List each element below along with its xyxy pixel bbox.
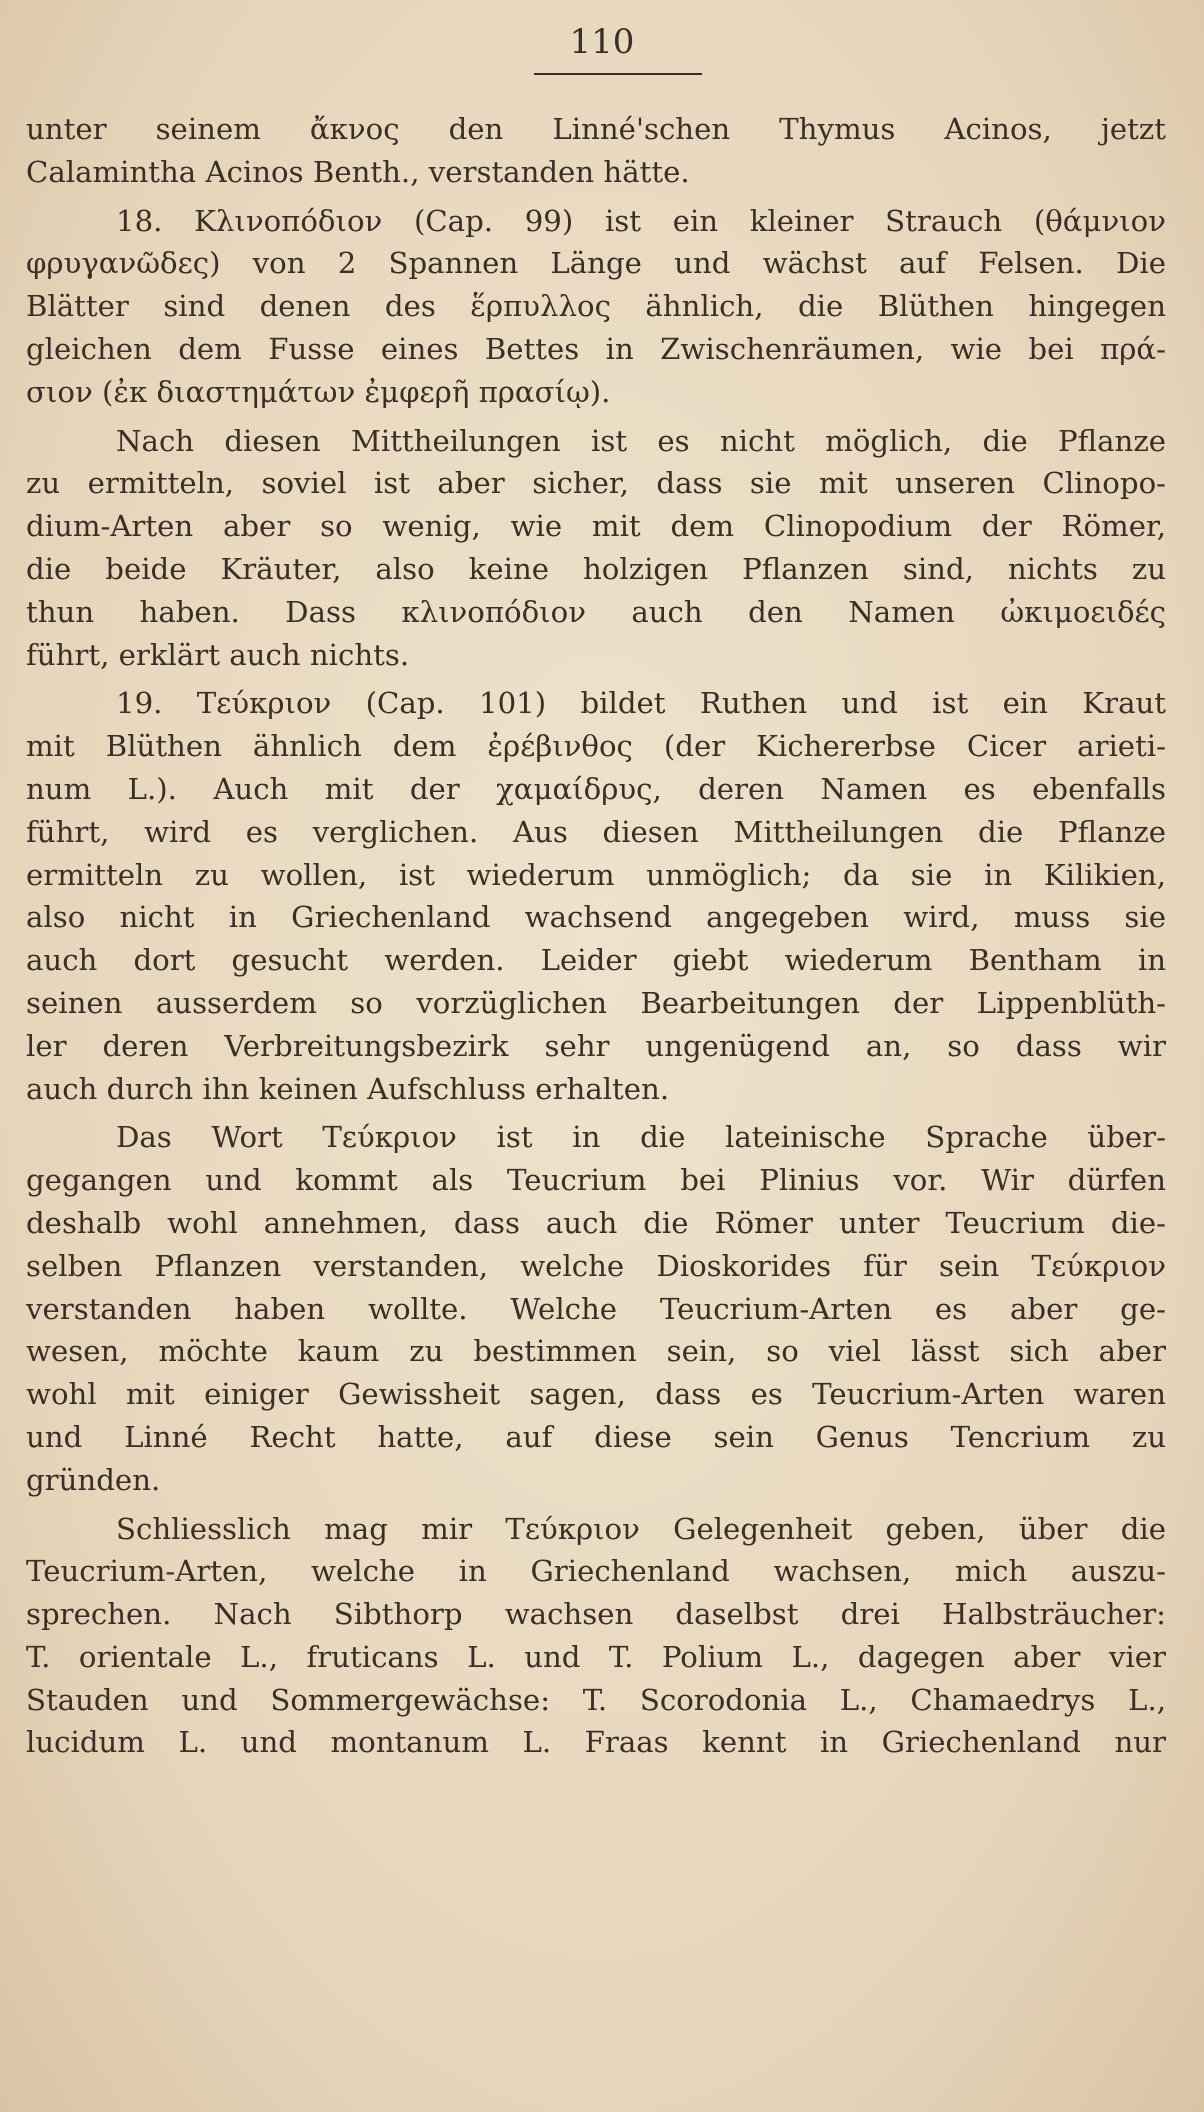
text-line: Das Wort Τεύκριον ist in die lateinische Sprache über- — [116, 1120, 1166, 1155]
text-line: T. orientale L., fruticans L. und T. Polium L., dagegen aber vier — [26, 1639, 1166, 1674]
text-line: zu ermitteln, soviel ist aber sicher, dass sie mit unseren Clinopo- — [26, 466, 1166, 501]
text-line: mit Blüthen ähnlich dem ἐρέβινθος (der Kichererbse Cicer arieti- — [26, 729, 1166, 764]
text-line: Calamintha Acinos Benth., verstanden hätte. — [26, 154, 690, 189]
text-line: gegangen und kommt als Teucrium bei Plinius vor. Wir dürfen — [26, 1163, 1166, 1198]
text-line: Stauden und Sommergewächse: T. Scorodonia L., Chamaedrys L., — [26, 1682, 1166, 1717]
text-line: num L.). Auch mit der χαμαίδρυς, deren Namen es ebenfalls — [26, 771, 1166, 806]
text-line: σιον (ἐκ διαστημάτων ἐμφερῆ πρασίῳ). — [26, 374, 611, 409]
text-line: wohl mit einiger Gewissheit sagen, dass es Teucrium-Arten waren — [26, 1377, 1166, 1412]
text-line: verstanden haben wollte. Welche Teucrium-Arten es aber ge- — [26, 1291, 1166, 1326]
text-line: 19. Τεύκριον (Cap. 101) bildet Ruthen und ist ein Kraut — [116, 686, 1166, 721]
text-line: führt, erklärt auch nichts. — [26, 637, 410, 672]
text-line: thun haben. Dass κλινοπόδιον auch den Namen ὠκιμοειδές — [26, 594, 1166, 629]
text-line: wesen, möchte kaum zu bestimmen sein, so viel lässt sich aber — [26, 1334, 1166, 1369]
text-line: Nach diesen Mittheilungen ist es nicht möglich, die Pflanze — [116, 423, 1166, 458]
text-line: die beide Kräuter, also keine holzigen Pflanzen sind, nichts zu — [26, 551, 1166, 586]
text-line: 18. Κλινοπόδιον (Cap. 99) ist ein kleiner Strauch (θάμνιον — [116, 203, 1166, 238]
text-line: auch durch ihn keinen Aufschluss erhalten. — [26, 1071, 670, 1106]
header-rule — [534, 73, 702, 75]
text-line: Blätter sind denen des ἕρπυλλος ähnlich, die Blüthen hingegen — [26, 289, 1166, 324]
text-line: selben Pflanzen verstanden, welche Dioskorides für sein Τεύκριον — [26, 1248, 1166, 1283]
text-line: führt, wird es verglichen. Aus diesen Mittheilungen die Pflanze — [26, 814, 1166, 849]
text-line: unter seinem ἄκνος den Linné'schen Thymus Acinos, jetzt — [26, 112, 1166, 146]
text-line: ermitteln zu wollen, ist wiederum unmöglich; da sie in Kilikien, — [26, 857, 1166, 892]
text-line: gründen. — [26, 1462, 161, 1497]
text-line: lucidum L. und montanum L. Fraas kennt in Griechenland nur — [26, 1725, 1166, 1760]
text-line: Teucrium-Arten, welche in Griechenland wachsen, mich auszu- — [26, 1554, 1166, 1589]
text-line: ler deren Verbreitungsbezirk sehr ungenügend an, so dass wir — [26, 1028, 1166, 1063]
text-line: Schliesslich mag mir Τεύκριον Gelegenheit geben, über die — [116, 1511, 1166, 1546]
text-line: deshalb wohl annehmen, dass auch die Römer unter Teucrium die- — [26, 1205, 1166, 1240]
body-text — [26, 108, 1166, 1764]
text-line: sprechen. Nach Sibthorp wachsen daselbst drei Halbsträucher: — [26, 1597, 1166, 1632]
text-line: also nicht in Griechenland wachsend angegeben wird, muss sie — [26, 900, 1166, 935]
text-line: auch dort gesucht werden. Leider giebt wiederum Bentham in — [26, 943, 1166, 978]
text-line: dium-Arten aber so wenig, wie mit dem Clinopodium der Römer, — [26, 509, 1166, 544]
text-line: φρυγανῶδες) von 2 Spannen Länge und wächst auf Felsen. Die — [26, 246, 1166, 281]
page-number: 110 — [569, 22, 635, 62]
text-line: seinen ausserdem so vorzüglichen Bearbeitungen der Lippenblüth- — [26, 985, 1166, 1020]
text-line: gleichen dem Fusse eines Bettes in Zwischenräumen, wie bei πρά- — [26, 331, 1166, 366]
text-line: und Linné Recht hatte, auf diese sein Genus Tencrium zu — [26, 1419, 1166, 1454]
